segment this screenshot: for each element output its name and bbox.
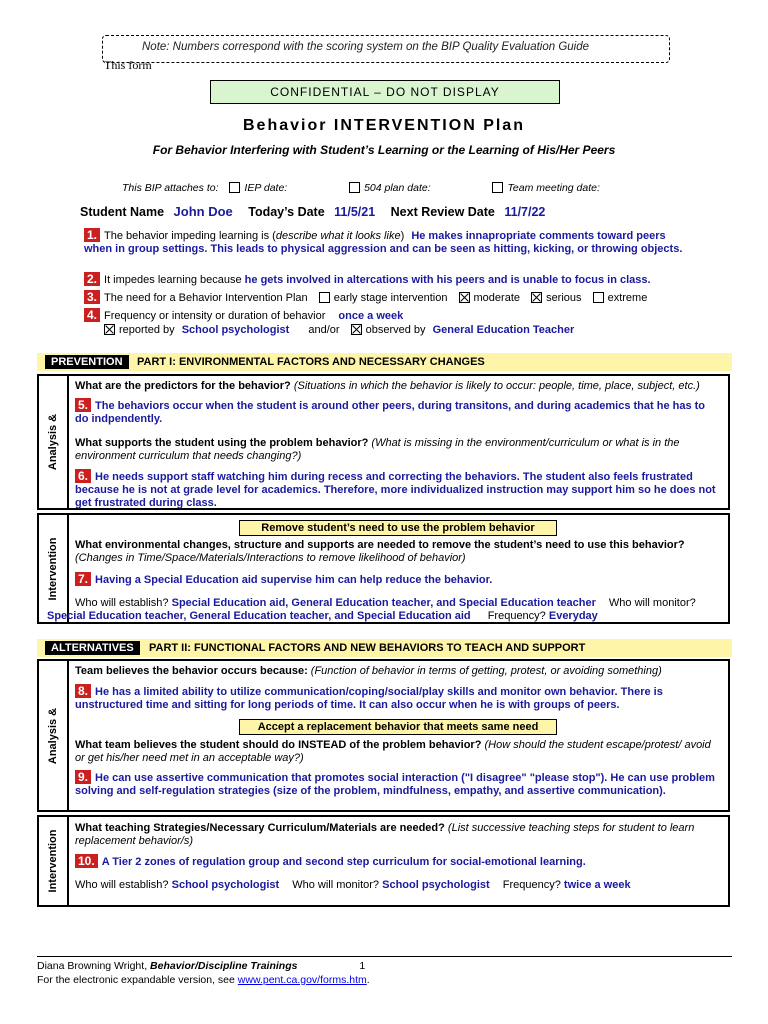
- extreme-checkbox[interactable]: [593, 292, 604, 303]
- alternatives-tag: ALTERNATIVES: [45, 641, 140, 655]
- answer-10[interactable]: A Tier 2 zones of regulation group and second step curriculum for social-emotional learning.: [101, 856, 586, 868]
- reported-value[interactable]: School psychologist: [181, 324, 290, 336]
- observed-value[interactable]: General Education Teacher: [432, 324, 575, 336]
- forms-link[interactable]: www.pent.ca.gov/forms.htm: [237, 974, 367, 986]
- part1-q2: What supports the student using the problem behavior?: [75, 437, 369, 449]
- footer-line1: Diana Browning Wright, Behavior/Discipline Trainings 1: [37, 960, 366, 972]
- part1-banner: Remove student’s need to use the problem behavior: [239, 520, 557, 536]
- student-name-value[interactable]: John Doe: [173, 204, 233, 219]
- note-sub: This form: [104, 58, 152, 72]
- part2-q2-hint: (How should the student escape/protest/ avoid or get his/her need met in an acceptable way?): [75, 739, 711, 764]
- part1-intervention-section: Intervention Remove student’s need to use the problem behavior What environmental changes, structure and supports are needed to remove the student’s need to use this behavior? (Changes in Time/Space/Materials/Interactions to remove likelihood of behavior) 7. Having a Special Education aid supervise him can help reduce the behavior. Who will establish? Special Education aid, General Education teacher, and Special Education teacher Who will monitor? Special Education teacher, General Education teacher, and Special Education aid Frequency? Everyday: [37, 513, 730, 624]
- note-text: Note: Numbers correspond with the scoring system on the BIP Quality Evaluation Guide: [142, 41, 590, 53]
- part2-analysis-section: Analysis & Team believes the behavior occurs because: (Function of behavior in terms of getting, protest, or avoiding something) 8. He has a limited ability to utilize communication/coping/social/play skills and monitor own behavior. There is unstructured time and sitting for long periods of time. It can also occur when he is with groups of peers. Accept a replacement behavior that meets same need What team believes the student should do INSTEAD of the problem behavior? (How should the student escape/protest/ avoid or get his/her need met in an acceptable way?) 9. He can use assertive communication that promotes social interaction ("I disagree" "please stop"). He can use problem solving and self-regulation strategies (size of the problem, mindfulness, empathy, and assertive communication).: [37, 659, 730, 812]
- answer-7[interactable]: Having a Special Education aid supervise him can help reduce the behavior.: [95, 574, 493, 586]
- part1-frequency-value[interactable]: Everyday: [548, 610, 598, 622]
- part1-q3: What environmental changes, structure and supports are needed to remove the student’s need to use this behavior?: [75, 539, 685, 551]
- item-2: 2. It impedes learning because he gets involved in altercations with his peers and is unable to focus in class.: [84, 272, 704, 286]
- serious-checkbox[interactable]: [531, 292, 542, 303]
- part1-title: PART I: ENVIRONMENTAL FACTORS AND NECESSARY CHANGES: [137, 356, 485, 368]
- part2-q1: Team believes the behavior occurs because:: [75, 665, 308, 677]
- student-line: [80, 204, 545, 219]
- iep-checkbox[interactable]: [229, 182, 240, 193]
- answer-6[interactable]: He needs support staff watching him during recess and correcting the behaviors. The student also feels frustrated because he is not at grade level for academics. Therefore, more individualized instruction may support him so he does not get frustrated during class.: [75, 471, 716, 509]
- part2-frequency-value[interactable]: twice a week: [563, 879, 631, 891]
- page-title: Behavior INTERVENTION Plan: [243, 117, 525, 134]
- part2-title: PART II: FUNCTIONAL FACTORS AND NEW BEHAVIORS TO TEACH AND SUPPORT: [149, 642, 586, 654]
- answer-8[interactable]: He has a limited ability to utilize communication/coping/social/play skills and monitor own behavior. There is unstructured time and sitting for long periods of time. It can also occur when he is with groups of peers.: [75, 686, 663, 711]
- student-name-label: Student Name: [80, 205, 165, 219]
- iep-label: IEP date:: [244, 182, 288, 194]
- reported-line: reported by School psychologist and/or observed by General Education Teacher: [96, 324, 574, 336]
- part2-intervention-label: Intervention: [47, 829, 59, 893]
- part1-analysis-section: Analysis & What are the predictors for the behavior? (Situations in which the behavior is likely to occur: people, time, place, subject, etc.) 5. The behaviors occur when the student is around other peers, during transitons, and during academics that he has to do indpendently. What supports the student using the problem behavior? (What is missing in the environment/curriculum or what is in the environment curriculum that needs changing?) 6. He needs support staff watching him during recess and correcting the behaviors. The student also feels frustrated because he is not at grade level for academics. Therefore, more individualized instruction may support him so he does not get frustrated during class.: [37, 374, 730, 510]
- part1-header: [37, 353, 732, 371]
- item-1: 1. The behavior impeding learning is (describe what it looks like) He makes innapropriate comments toward peers when in group settings. This leads to physical aggression and can be seen as hitting, kicking, or throwing objects.: [84, 228, 683, 255]
- part1-intervention-label: Intervention: [47, 537, 59, 600]
- page-subtitle: For Behavior Interfering with Student’s Learning or the Learning of His/Her Peers: [152, 143, 616, 157]
- item-1-value[interactable]: He makes innapropriate comments toward peers when in group settings. This leads to physical aggression and can be seen as hitting, kicking, or throwing objects.: [84, 230, 683, 255]
- observed-checkbox[interactable]: [351, 324, 362, 335]
- part2-q2: What team believes the student should do INSTEAD of the problem behavior?: [75, 739, 482, 751]
- review-date-label: Next Review Date: [390, 205, 495, 219]
- item-3: 3. The need for a Behavior Intervention Plan early stage intervention moderate serious extreme: [84, 290, 647, 304]
- attach-label: This BIP attaches to:: [122, 182, 219, 194]
- item-4-number: 4.: [84, 308, 100, 322]
- part1-q1-hint: (Situations in which the behavior is likely to occur: people, time, place, subject, etc.): [293, 380, 700, 392]
- item-2-value[interactable]: he gets involved in altercations with his peers and is unable to focus in class.: [244, 274, 651, 286]
- part1-q3-hint: (Changes in Time/Space/Materials/Interactions to remove likelihood of behavior): [75, 552, 466, 564]
- moderate-checkbox[interactable]: [459, 292, 470, 303]
- part2-header: [37, 639, 732, 657]
- part1-q1: What are the predictors for the behavior?: [75, 380, 291, 392]
- footer-line2: For the electronic expandable version, see www.pent.ca.gov/forms.htm.: [37, 974, 370, 986]
- team-label: Team meeting date:: [507, 182, 600, 194]
- 504-label: 504 plan date:: [364, 182, 431, 194]
- item-4: 4. Frequency or intensity or duration of behavior once a week: [84, 308, 403, 322]
- item-2-number: 2.: [84, 272, 100, 286]
- reported-checkbox[interactable]: [104, 324, 115, 335]
- attach-line: [122, 182, 600, 194]
- footer-rule: [37, 956, 732, 957]
- answer-5[interactable]: The behaviors occur when the student is around other peers, during transitons, and during academics that he has to do indpendently.: [75, 400, 706, 425]
- part2-q1-hint: (Function of behavior in terms of getting, protest, or avoiding something): [310, 665, 662, 677]
- item-1-number: 1.: [84, 228, 100, 242]
- team-checkbox[interactable]: [492, 182, 503, 193]
- part1-q2-hint: (What is missing in the environment/curriculum or what is in the environment curriculum that needs changing?): [75, 437, 680, 462]
- part2-establish-value[interactable]: School psychologist: [171, 879, 280, 891]
- answer-9[interactable]: He can use assertive communication that promotes social interaction ("I disagree" "please stop"). He can use problem solving and self-regulation strategies (size of the problem, mindfulness, empathy, and assertive communication).: [75, 772, 715, 797]
- item-4-value[interactable]: once a week: [338, 310, 404, 322]
- confidential-banner: CONFIDENTIAL – DO NOT DISPLAY: [210, 80, 560, 104]
- todays-date-label: Today’s Date: [248, 205, 325, 219]
- part1-monitor-value[interactable]: Special Education teacher, General Education teacher, and Special Education aid: [47, 610, 471, 622]
- todays-date-value[interactable]: 11/5/21: [334, 205, 376, 219]
- 504-checkbox[interactable]: [349, 182, 360, 193]
- part1-establish-value[interactable]: Special Education aid, General Education teacher, and Special Education teacher: [171, 597, 596, 609]
- review-date-value[interactable]: 11/7/22: [504, 205, 546, 219]
- part2-q3-hint: (List successive teaching steps for student to learn replacement behavior/s): [75, 822, 695, 847]
- prevention-tag: PREVENTION: [45, 355, 129, 369]
- part2-q3: What teaching Strategies/Necessary Curriculum/Materials are needed?: [75, 822, 445, 834]
- part2-monitor-value[interactable]: School psychologist: [382, 879, 490, 891]
- early-checkbox[interactable]: [319, 292, 330, 303]
- part2-analysis-label: Analysis &: [47, 707, 59, 764]
- part1-analysis-label: Analysis &: [47, 413, 59, 471]
- part2-intervention-section: Intervention What teaching Strategies/Necessary Curriculum/Materials are needed? (List successive teaching steps for student to learn replacement behavior/s) 10. A Tier 2 zones of regulation group and second step curriculum for social-emotional learning. Who will establish? School psychologist Who will monitor? School psychologist Frequency? twice a week: [37, 815, 730, 907]
- page-number: 1: [359, 960, 366, 972]
- item-3-number: 3.: [84, 290, 100, 304]
- part2-banner: Accept a replacement behavior that meets same need: [239, 719, 557, 735]
